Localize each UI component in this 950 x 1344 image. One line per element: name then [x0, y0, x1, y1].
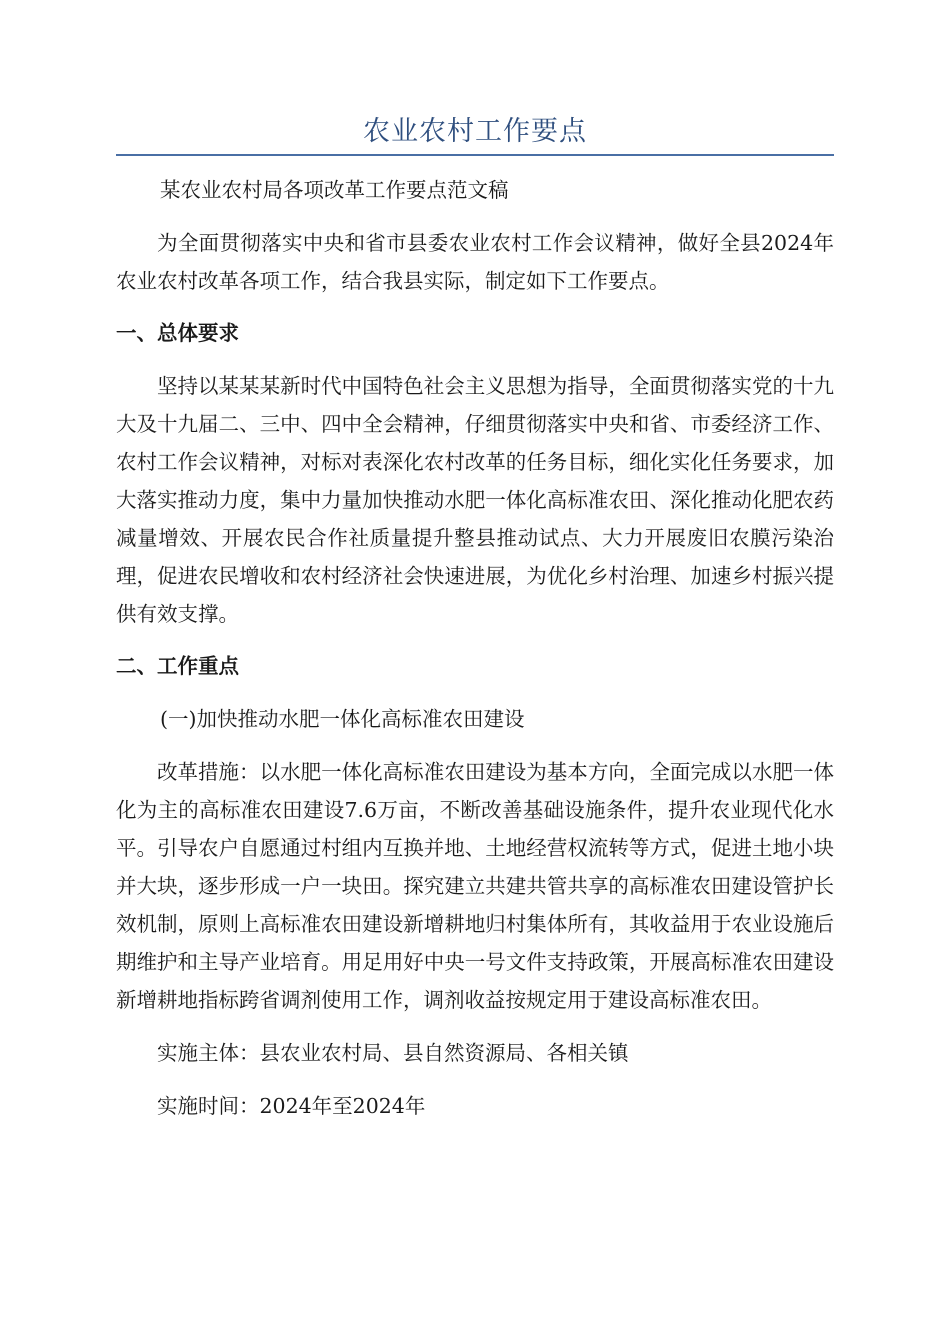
- overall-requirements-paragraph: 坚持以某某某新时代中国特色社会主义思想为指导，全面贯彻落实党的十九大及十九届二、三中、四中全会精神，仔细贯彻落实中央和省、市委经济工作、农村工作会议精神，对标对表深化农村改革的任务目标，细化实化任务要求，加大落实推动力度，集中力量加快推动水肥一体化高标准农田、深化推动化肥农药减量增效、开展农民合作社质量提升整县推动试点、大力开展废旧农膜污染治理，促进农民增收和农村经济社会快速进展，为优化乡村治理、加速乡村振兴提供有效支撑。: [116, 374, 834, 626]
- implementer-line: 实施主体：县农业农村局、县自然资源局、各相关镇: [157, 1041, 629, 1065]
- title-underline: [116, 154, 834, 156]
- intro-paragraph: 为全面贯彻落实中央和省市县委农业农村工作会议精神，做好全县2024年农业农村改革各项工作，结合我县实际，制定如下工作要点。: [116, 231, 834, 293]
- document-body: [116, 171, 834, 1125]
- document-title: 农业农村工作要点: [363, 116, 587, 147]
- section-heading-overall-requirements: 一、总体要求: [116, 321, 239, 345]
- timeframe-line: 实施时间：2024年至2024年: [157, 1094, 426, 1118]
- document-subtitle: 某农业农村局各项改革工作要点范文稿: [160, 178, 509, 202]
- reform-measures-paragraph: 改革措施：以水肥一体化高标准农田建设为基本方向，全面完成以水肥一体化为主的高标准农田建设7.6万亩，不断改善基础设施条件，提升农业现代化水平。引导农户自愿通过村组内互换并地、土地经营权流转等方式，促进土地小块并大块，逐步形成一户一块田。探究建立共建共管共享的高标准农田建设管护长效机制，原则上高标准农田建设新增耕地归村集体所有，其收益用于农业设施后期维护和主导产业培育。用足用好中央一号文件支持政策，开展高标准农田建设新增耕地指标跨省调剂使用工作，调剂收益按规定用于建设高标准农田。: [116, 760, 834, 1012]
- section-heading-work-focus: 二、工作重点: [116, 654, 239, 678]
- work-item-1-title: (一)加快推动水肥一体化高标准农田建设: [160, 707, 525, 731]
